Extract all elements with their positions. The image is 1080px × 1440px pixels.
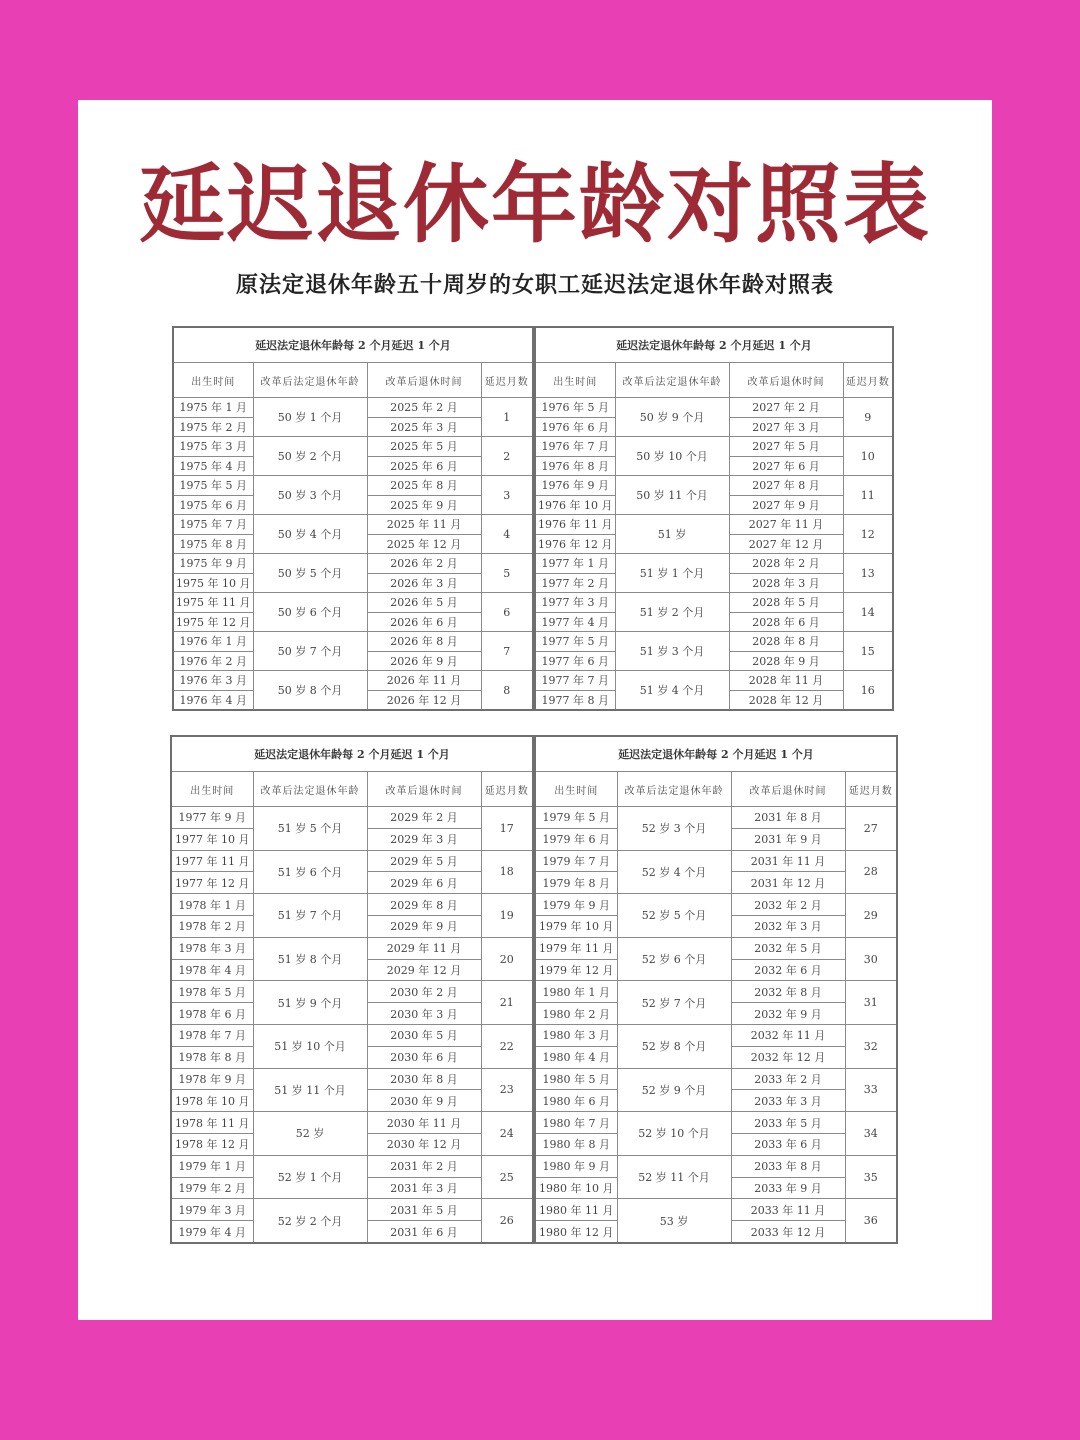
birth-month-cell: 1977 年 4 月 bbox=[535, 612, 615, 632]
birth-month-cell: 1978 年 3 月 bbox=[171, 937, 253, 959]
birth-month-cell: 1980 年 8 月 bbox=[535, 1133, 617, 1155]
retirement-age-cell: 50 岁 2 个月 bbox=[253, 437, 367, 476]
table-row bbox=[535, 554, 893, 574]
retirement-age-cell: 50 岁 3 个月 bbox=[253, 476, 367, 515]
retirement-date-cell: 2033 年 3 月 bbox=[731, 1090, 845, 1112]
delay-months-cell: 18 bbox=[481, 850, 533, 894]
retirement-age-cell: 50 岁 7 个月 bbox=[253, 632, 367, 671]
retirement-date-cell: 2030 年 11 月 bbox=[367, 1112, 481, 1134]
retirement-age-cell: 51 岁 6 个月 bbox=[253, 850, 367, 894]
retirement-date-cell: 2033 年 5 月 bbox=[731, 1112, 845, 1134]
retirement-date-cell: 2032 年 2 月 bbox=[731, 894, 845, 916]
retirement-age-cell: 51 岁 10 个月 bbox=[253, 1024, 367, 1068]
retirement-date-cell: 2028 年 5 月 bbox=[729, 593, 843, 613]
table-row bbox=[535, 981, 897, 1003]
delay-months-cell: 31 bbox=[845, 981, 897, 1025]
delay-months-cell: 8 bbox=[481, 671, 533, 711]
table-row bbox=[535, 398, 893, 418]
upper-table-block bbox=[172, 326, 894, 711]
retirement-age-cell: 52 岁 10 个月 bbox=[617, 1112, 731, 1156]
column-header: 改革后法定退休年龄 bbox=[617, 772, 731, 807]
delay-months-cell: 15 bbox=[843, 632, 893, 671]
retirement-age-cell: 51 岁 4 个月 bbox=[615, 671, 729, 711]
retirement-date-cell: 2029 年 3 月 bbox=[367, 828, 481, 850]
birth-month-cell: 1977 年 9 月 bbox=[171, 807, 253, 829]
birth-month-cell: 1979 年 2 月 bbox=[171, 1177, 253, 1199]
delay-months-cell: 6 bbox=[481, 593, 533, 632]
retirement-age-cell: 50 岁 6 个月 bbox=[253, 593, 367, 632]
table-row bbox=[535, 1199, 897, 1221]
table-row bbox=[535, 515, 893, 535]
delay-months-cell: 34 bbox=[845, 1112, 897, 1156]
birth-month-cell: 1975 年 10 月 bbox=[173, 573, 253, 593]
delay-months-cell: 27 bbox=[845, 807, 897, 851]
table-row bbox=[171, 937, 533, 959]
birth-month-cell: 1980 年 12 月 bbox=[535, 1221, 617, 1243]
retirement-date-cell: 2031 年 9 月 bbox=[731, 828, 845, 850]
delay-months-cell: 30 bbox=[845, 937, 897, 981]
column-header: 改革后退休时间 bbox=[729, 363, 843, 398]
retirement-date-cell: 2028 年 6 月 bbox=[729, 612, 843, 632]
table-row bbox=[535, 1112, 897, 1134]
retirement-date-cell: 2027 年 2 月 bbox=[729, 398, 843, 418]
comparison-table bbox=[170, 735, 534, 1244]
retirement-age-cell: 50 岁 5 个月 bbox=[253, 554, 367, 593]
retirement-date-cell: 2027 年 3 月 bbox=[729, 417, 843, 437]
table-row bbox=[173, 554, 533, 574]
retirement-date-cell: 2032 年 11 月 bbox=[731, 1024, 845, 1046]
delay-months-cell: 7 bbox=[481, 632, 533, 671]
birth-month-cell: 1976 年 5 月 bbox=[535, 398, 615, 418]
birth-month-cell: 1980 年 3 月 bbox=[535, 1024, 617, 1046]
table-row bbox=[171, 1199, 533, 1221]
retirement-age-cell: 52 岁 bbox=[253, 1112, 367, 1156]
lower-table-block bbox=[170, 735, 898, 1244]
birth-month-cell: 1975 年 11 月 bbox=[173, 593, 253, 613]
birth-month-cell: 1978 年 1 月 bbox=[171, 894, 253, 916]
delay-months-cell: 26 bbox=[481, 1199, 533, 1243]
table-row bbox=[173, 398, 533, 418]
retirement-age-cell: 52 岁 7 个月 bbox=[617, 981, 731, 1025]
birth-month-cell: 1980 年 7 月 bbox=[535, 1112, 617, 1134]
retirement-date-cell: 2033 年 8 月 bbox=[731, 1155, 845, 1177]
retirement-date-cell: 2031 年 11 月 bbox=[731, 850, 845, 872]
birth-month-cell: 1978 年 7 月 bbox=[171, 1024, 253, 1046]
column-header: 延迟月数 bbox=[481, 772, 533, 807]
table-row bbox=[171, 1068, 533, 1090]
retirement-date-cell: 2026 年 5 月 bbox=[367, 593, 481, 613]
retirement-age-cell: 50 岁 4 个月 bbox=[253, 515, 367, 554]
retirement-date-cell: 2032 年 5 月 bbox=[731, 937, 845, 959]
retirement-date-cell: 2031 年 12 月 bbox=[731, 872, 845, 894]
retirement-date-cell: 2033 年 11 月 bbox=[731, 1199, 845, 1221]
table-caption: 延迟法定退休年龄每 2 个月延迟 1 个月 bbox=[535, 327, 893, 363]
retirement-date-cell: 2025 年 11 月 bbox=[367, 515, 481, 535]
birth-month-cell: 1980 年 2 月 bbox=[535, 1003, 617, 1025]
birth-month-cell: 1976 年 4 月 bbox=[173, 690, 253, 710]
birth-month-cell: 1979 年 3 月 bbox=[171, 1199, 253, 1221]
retirement-date-cell: 2032 年 6 月 bbox=[731, 959, 845, 981]
birth-month-cell: 1975 年 4 月 bbox=[173, 456, 253, 476]
delay-months-cell: 11 bbox=[843, 476, 893, 515]
retirement-date-cell: 2031 年 5 月 bbox=[367, 1199, 481, 1221]
birth-month-cell: 1976 年 6 月 bbox=[535, 417, 615, 437]
delay-months-cell: 21 bbox=[481, 981, 533, 1025]
birth-month-cell: 1976 年 3 月 bbox=[173, 671, 253, 691]
retirement-age-cell: 51 岁 bbox=[615, 515, 729, 554]
retirement-date-cell: 2033 年 9 月 bbox=[731, 1177, 845, 1199]
retirement-date-cell: 2025 年 12 月 bbox=[367, 534, 481, 554]
retirement-age-cell: 51 岁 7 个月 bbox=[253, 894, 367, 938]
retirement-age-cell: 52 岁 9 个月 bbox=[617, 1068, 731, 1112]
birth-month-cell: 1975 年 2 月 bbox=[173, 417, 253, 437]
birth-month-cell: 1975 年 1 月 bbox=[173, 398, 253, 418]
delay-months-cell: 2 bbox=[481, 437, 533, 476]
birth-month-cell: 1978 年 5 月 bbox=[171, 981, 253, 1003]
table-row bbox=[535, 671, 893, 691]
delay-months-cell: 36 bbox=[845, 1199, 897, 1243]
retirement-date-cell: 2030 年 8 月 bbox=[367, 1068, 481, 1090]
birth-month-cell: 1976 年 8 月 bbox=[535, 456, 615, 476]
retirement-date-cell: 2031 年 3 月 bbox=[367, 1177, 481, 1199]
retirement-date-cell: 2027 年 11 月 bbox=[729, 515, 843, 535]
birth-month-cell: 1976 年 10 月 bbox=[535, 495, 615, 515]
column-header: 延迟月数 bbox=[843, 363, 893, 398]
page-subtitle: 原法定退休年龄五十周岁的女职工延迟法定退休年龄对照表 bbox=[235, 272, 834, 298]
birth-month-cell: 1980 年 9 月 bbox=[535, 1155, 617, 1177]
table-row bbox=[535, 1024, 897, 1046]
retirement-date-cell: 2032 年 3 月 bbox=[731, 915, 845, 937]
birth-month-cell: 1977 年 5 月 bbox=[535, 632, 615, 652]
comparison-table bbox=[172, 326, 534, 711]
retirement-date-cell: 2030 年 9 月 bbox=[367, 1090, 481, 1112]
column-header: 改革后退休时间 bbox=[367, 772, 481, 807]
delay-months-cell: 4 bbox=[481, 515, 533, 554]
retirement-date-cell: 2030 年 6 月 bbox=[367, 1046, 481, 1068]
table-row bbox=[535, 593, 893, 613]
retirement-age-cell: 50 岁 8 个月 bbox=[253, 671, 367, 711]
retirement-date-cell: 2027 年 12 月 bbox=[729, 534, 843, 554]
table-row bbox=[171, 1112, 533, 1134]
table-row bbox=[535, 476, 893, 496]
retirement-age-cell: 53 岁 bbox=[617, 1199, 731, 1243]
birth-month-cell: 1976 年 2 月 bbox=[173, 651, 253, 671]
birth-month-cell: 1978 年 6 月 bbox=[171, 1003, 253, 1025]
retirement-age-cell: 52 岁 8 个月 bbox=[617, 1024, 731, 1068]
table-row bbox=[173, 437, 533, 457]
table-row bbox=[171, 1024, 533, 1046]
retirement-date-cell: 2032 年 12 月 bbox=[731, 1046, 845, 1068]
birth-month-cell: 1978 年 12 月 bbox=[171, 1133, 253, 1155]
retirement-date-cell: 2027 年 9 月 bbox=[729, 495, 843, 515]
birth-month-cell: 1976 年 12 月 bbox=[535, 534, 615, 554]
delay-months-cell: 35 bbox=[845, 1155, 897, 1199]
retirement-date-cell: 2031 年 2 月 bbox=[367, 1155, 481, 1177]
column-header: 出生时间 bbox=[171, 772, 253, 807]
delay-months-cell: 13 bbox=[843, 554, 893, 593]
retirement-date-cell: 2026 年 2 月 bbox=[367, 554, 481, 574]
table-row bbox=[171, 894, 533, 916]
table-caption: 延迟法定退休年龄每 2 个月延迟 1 个月 bbox=[535, 736, 897, 772]
column-header: 出生时间 bbox=[173, 363, 253, 398]
birth-month-cell: 1975 年 9 月 bbox=[173, 554, 253, 574]
birth-month-cell: 1979 年 4 月 bbox=[171, 1221, 253, 1243]
birth-month-cell: 1975 年 6 月 bbox=[173, 495, 253, 515]
birth-month-cell: 1979 年 5 月 bbox=[535, 807, 617, 829]
retirement-date-cell: 2025 年 2 月 bbox=[367, 398, 481, 418]
birth-month-cell: 1978 年 11 月 bbox=[171, 1112, 253, 1134]
birth-month-cell: 1975 年 3 月 bbox=[173, 437, 253, 457]
retirement-age-cell: 52 岁 11 个月 bbox=[617, 1155, 731, 1199]
delay-months-cell: 32 bbox=[845, 1024, 897, 1068]
birth-month-cell: 1979 年 7 月 bbox=[535, 850, 617, 872]
retirement-age-cell: 51 岁 8 个月 bbox=[253, 937, 367, 981]
birth-month-cell: 1979 年 8 月 bbox=[535, 872, 617, 894]
birth-month-cell: 1978 年 4 月 bbox=[171, 959, 253, 981]
birth-month-cell: 1978 年 9 月 bbox=[171, 1068, 253, 1090]
delay-months-cell: 29 bbox=[845, 894, 897, 938]
column-header: 改革后法定退休年龄 bbox=[615, 363, 729, 398]
birth-month-cell: 1979 年 10 月 bbox=[535, 915, 617, 937]
comparison-table bbox=[534, 326, 894, 711]
delay-months-cell: 3 bbox=[481, 476, 533, 515]
table-row bbox=[535, 1068, 897, 1090]
comparison-table bbox=[534, 735, 898, 1244]
delay-months-cell: 17 bbox=[481, 807, 533, 851]
retirement-age-cell: 52 岁 6 个月 bbox=[617, 937, 731, 981]
delay-months-cell: 9 bbox=[843, 398, 893, 437]
column-header: 改革后法定退休年龄 bbox=[253, 363, 367, 398]
birth-month-cell: 1975 年 7 月 bbox=[173, 515, 253, 535]
delay-months-cell: 10 bbox=[843, 437, 893, 476]
retirement-date-cell: 2030 年 5 月 bbox=[367, 1024, 481, 1046]
retirement-date-cell: 2025 年 8 月 bbox=[367, 476, 481, 496]
delay-months-cell: 14 bbox=[843, 593, 893, 632]
retirement-age-cell: 51 岁 5 个月 bbox=[253, 807, 367, 851]
retirement-date-cell: 2026 年 9 月 bbox=[367, 651, 481, 671]
retirement-age-cell: 51 岁 2 个月 bbox=[615, 593, 729, 632]
retirement-age-cell: 52 岁 1 个月 bbox=[253, 1155, 367, 1199]
retirement-date-cell: 2029 年 5 月 bbox=[367, 850, 481, 872]
retirement-age-cell: 52 岁 4 个月 bbox=[617, 850, 731, 894]
retirement-date-cell: 2028 年 9 月 bbox=[729, 651, 843, 671]
birth-month-cell: 1979 年 9 月 bbox=[535, 894, 617, 916]
table-row bbox=[173, 632, 533, 652]
delay-months-cell: 19 bbox=[481, 894, 533, 938]
retirement-date-cell: 2026 年 12 月 bbox=[367, 690, 481, 710]
table-row bbox=[171, 981, 533, 1003]
table-row bbox=[171, 850, 533, 872]
birth-month-cell: 1980 年 4 月 bbox=[535, 1046, 617, 1068]
delay-months-cell: 23 bbox=[481, 1068, 533, 1112]
table-row bbox=[173, 593, 533, 613]
delay-months-cell: 16 bbox=[843, 671, 893, 711]
delay-months-cell: 12 bbox=[843, 515, 893, 554]
table-row bbox=[171, 1155, 533, 1177]
column-header: 出生时间 bbox=[535, 363, 615, 398]
table-row bbox=[535, 807, 897, 829]
retirement-date-cell: 2028 年 12 月 bbox=[729, 690, 843, 710]
table-row bbox=[535, 437, 893, 457]
retirement-age-cell: 52 岁 2 个月 bbox=[253, 1199, 367, 1243]
birth-month-cell: 1979 年 6 月 bbox=[535, 828, 617, 850]
retirement-date-cell: 2031 年 8 月 bbox=[731, 807, 845, 829]
retirement-date-cell: 2030 年 2 月 bbox=[367, 981, 481, 1003]
retirement-date-cell: 2025 年 6 月 bbox=[367, 456, 481, 476]
table-row bbox=[535, 1155, 897, 1177]
birth-month-cell: 1976 年 11 月 bbox=[535, 515, 615, 535]
table-row bbox=[173, 515, 533, 535]
retirement-age-cell: 51 岁 1 个月 bbox=[615, 554, 729, 593]
retirement-date-cell: 2026 年 6 月 bbox=[367, 612, 481, 632]
table-caption: 延迟法定退休年龄每 2 个月延迟 1 个月 bbox=[171, 736, 533, 772]
birth-month-cell: 1979 年 11 月 bbox=[535, 937, 617, 959]
retirement-date-cell: 2030 年 3 月 bbox=[367, 1003, 481, 1025]
delay-months-cell: 1 bbox=[481, 398, 533, 437]
delay-months-cell: 22 bbox=[481, 1024, 533, 1068]
retirement-date-cell: 2026 年 11 月 bbox=[367, 671, 481, 691]
retirement-date-cell: 2029 年 8 月 bbox=[367, 894, 481, 916]
birth-month-cell: 1980 年 11 月 bbox=[535, 1199, 617, 1221]
retirement-date-cell: 2028 年 11 月 bbox=[729, 671, 843, 691]
retirement-age-cell: 51 岁 11 个月 bbox=[253, 1068, 367, 1112]
retirement-date-cell: 2027 年 5 月 bbox=[729, 437, 843, 457]
column-header: 改革后退休时间 bbox=[367, 363, 481, 398]
birth-month-cell: 1980 年 1 月 bbox=[535, 981, 617, 1003]
table-row bbox=[535, 894, 897, 916]
retirement-date-cell: 2032 年 8 月 bbox=[731, 981, 845, 1003]
document-page bbox=[78, 100, 992, 1320]
table-row bbox=[535, 937, 897, 959]
birth-month-cell: 1978 年 10 月 bbox=[171, 1090, 253, 1112]
retirement-date-cell: 2025 年 5 月 bbox=[367, 437, 481, 457]
birth-month-cell: 1977 年 1 月 bbox=[535, 554, 615, 574]
delay-months-cell: 24 bbox=[481, 1112, 533, 1156]
table-row bbox=[171, 807, 533, 829]
birth-month-cell: 1979 年 1 月 bbox=[171, 1155, 253, 1177]
birth-month-cell: 1980 年 6 月 bbox=[535, 1090, 617, 1112]
birth-month-cell: 1980 年 5 月 bbox=[535, 1068, 617, 1090]
table-row bbox=[535, 632, 893, 652]
retirement-age-cell: 50 岁 10 个月 bbox=[615, 437, 729, 476]
column-header: 延迟月数 bbox=[845, 772, 897, 807]
delay-months-cell: 28 bbox=[845, 850, 897, 894]
birth-month-cell: 1975 年 12 月 bbox=[173, 612, 253, 632]
page-title: 延迟退休年龄对照表 bbox=[139, 155, 931, 255]
birth-month-cell: 1977 年 11 月 bbox=[171, 850, 253, 872]
retirement-date-cell: 2026 年 3 月 bbox=[367, 573, 481, 593]
retirement-age-cell: 50 岁 9 个月 bbox=[615, 398, 729, 437]
retirement-date-cell: 2029 年 11 月 bbox=[367, 937, 481, 959]
table-row bbox=[535, 850, 897, 872]
table-row bbox=[173, 671, 533, 691]
retirement-date-cell: 2025 年 3 月 bbox=[367, 417, 481, 437]
birth-month-cell: 1976 年 7 月 bbox=[535, 437, 615, 457]
column-header: 改革后退休时间 bbox=[731, 772, 845, 807]
birth-month-cell: 1977 年 10 月 bbox=[171, 828, 253, 850]
retirement-age-cell: 51 岁 3 个月 bbox=[615, 632, 729, 671]
retirement-age-cell: 50 岁 11 个月 bbox=[615, 476, 729, 515]
retirement-date-cell: 2025 年 9 月 bbox=[367, 495, 481, 515]
retirement-date-cell: 2029 年 6 月 bbox=[367, 872, 481, 894]
table-caption: 延迟法定退休年龄每 2 个月延迟 1 个月 bbox=[173, 327, 533, 363]
retirement-date-cell: 2032 年 9 月 bbox=[731, 1003, 845, 1025]
birth-month-cell: 1975 年 5 月 bbox=[173, 476, 253, 496]
delay-months-cell: 25 bbox=[481, 1155, 533, 1199]
retirement-date-cell: 2031 年 6 月 bbox=[367, 1221, 481, 1243]
retirement-date-cell: 2028 年 2 月 bbox=[729, 554, 843, 574]
retirement-date-cell: 2029 年 9 月 bbox=[367, 915, 481, 937]
column-header: 延迟月数 bbox=[481, 363, 533, 398]
delay-months-cell: 33 bbox=[845, 1068, 897, 1112]
table-row bbox=[173, 476, 533, 496]
birth-month-cell: 1980 年 10 月 bbox=[535, 1177, 617, 1199]
retirement-date-cell: 2027 年 6 月 bbox=[729, 456, 843, 476]
retirement-date-cell: 2029 年 2 月 bbox=[367, 807, 481, 829]
retirement-date-cell: 2027 年 8 月 bbox=[729, 476, 843, 496]
birth-month-cell: 1976 年 9 月 bbox=[535, 476, 615, 496]
birth-month-cell: 1977 年 3 月 bbox=[535, 593, 615, 613]
retirement-date-cell: 2033 年 6 月 bbox=[731, 1133, 845, 1155]
birth-month-cell: 1975 年 8 月 bbox=[173, 534, 253, 554]
retirement-date-cell: 2030 年 12 月 bbox=[367, 1133, 481, 1155]
delay-months-cell: 5 bbox=[481, 554, 533, 593]
retirement-date-cell: 2029 年 12 月 bbox=[367, 959, 481, 981]
birth-month-cell: 1979 年 12 月 bbox=[535, 959, 617, 981]
birth-month-cell: 1978 年 8 月 bbox=[171, 1046, 253, 1068]
birth-month-cell: 1978 年 2 月 bbox=[171, 915, 253, 937]
retirement-age-cell: 51 岁 9 个月 bbox=[253, 981, 367, 1025]
column-header: 出生时间 bbox=[535, 772, 617, 807]
birth-month-cell: 1976 年 1 月 bbox=[173, 632, 253, 652]
retirement-date-cell: 2028 年 3 月 bbox=[729, 573, 843, 593]
retirement-age-cell: 50 岁 1 个月 bbox=[253, 398, 367, 437]
retirement-date-cell: 2033 年 2 月 bbox=[731, 1068, 845, 1090]
birth-month-cell: 1977 年 2 月 bbox=[535, 573, 615, 593]
birth-month-cell: 1977 年 6 月 bbox=[535, 651, 615, 671]
retirement-date-cell: 2028 年 8 月 bbox=[729, 632, 843, 652]
birth-month-cell: 1977 年 12 月 bbox=[171, 872, 253, 894]
retirement-date-cell: 2026 年 8 月 bbox=[367, 632, 481, 652]
birth-month-cell: 1977 年 7 月 bbox=[535, 671, 615, 691]
retirement-age-cell: 52 岁 5 个月 bbox=[617, 894, 731, 938]
delay-months-cell: 20 bbox=[481, 937, 533, 981]
birth-month-cell: 1977 年 8 月 bbox=[535, 690, 615, 710]
column-header: 改革后法定退休年龄 bbox=[253, 772, 367, 807]
retirement-date-cell: 2033 年 12 月 bbox=[731, 1221, 845, 1243]
retirement-age-cell: 52 岁 3 个月 bbox=[617, 807, 731, 851]
